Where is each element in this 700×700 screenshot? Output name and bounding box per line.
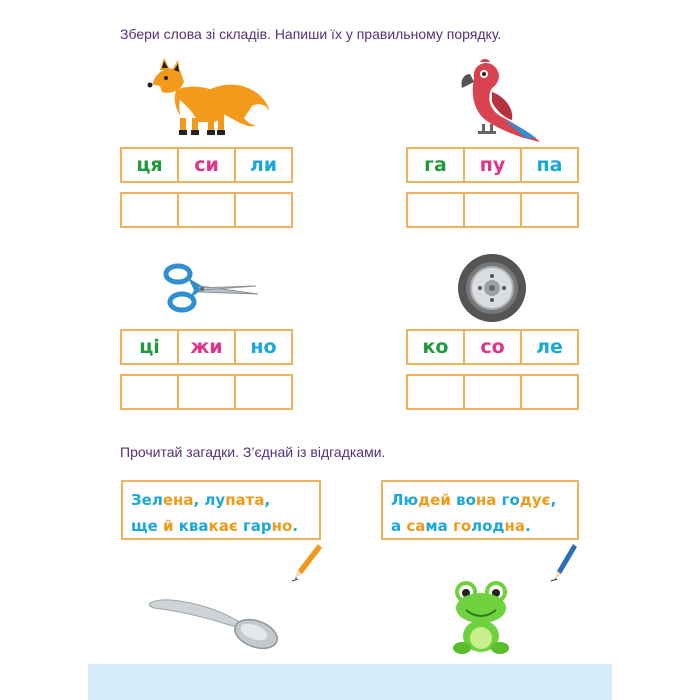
riddle-fragment: Зел — [131, 491, 163, 509]
footer-band — [88, 664, 612, 700]
riddle-fragment: дує — [519, 491, 551, 509]
spoon-picture[interactable] — [148, 594, 280, 652]
riddle-fragment: ма — [425, 517, 453, 535]
answer-cell[interactable] — [177, 192, 236, 228]
syllable-cell: со — [463, 329, 522, 365]
riddle-fragment: а — [391, 517, 407, 535]
riddle-fragment: . — [525, 517, 531, 535]
answer-boxes-scissors — [122, 376, 293, 414]
answer-cell[interactable] — [406, 192, 465, 228]
answer-cell[interactable] — [234, 374, 293, 410]
syllable-cell: ці — [120, 329, 179, 365]
riddle-fragment: го — [452, 517, 472, 535]
syllable-cell: га — [406, 147, 465, 183]
answer-cell[interactable] — [120, 192, 179, 228]
riddle-fragment: Лю — [391, 491, 419, 509]
syllable-cell: жи — [177, 329, 236, 365]
answer-cell[interactable] — [463, 192, 522, 228]
syllables-parrot — [408, 149, 579, 187]
riddle-fragment: ще — [131, 517, 163, 535]
riddle-fragment: лод — [471, 517, 505, 535]
riddle-fragment: , — [550, 491, 557, 509]
syllables-fox — [122, 149, 293, 187]
riddle-spoon — [381, 480, 579, 540]
riddle-frog — [121, 480, 321, 540]
syllable-cell: ця — [120, 147, 179, 183]
riddle-line — [131, 487, 311, 513]
riddle-fragment: на — [504, 517, 526, 535]
syllable-cell: ли — [234, 147, 293, 183]
riddle-line — [391, 487, 569, 513]
syllable-cell: си — [177, 147, 236, 183]
riddle-line — [391, 513, 569, 539]
syllables-wheel — [408, 331, 579, 369]
riddle-fragment: . — [292, 517, 299, 535]
answer-boxes-parrot — [408, 194, 579, 232]
riddle-fragment: ква — [178, 517, 209, 535]
riddle-fragment: , — [193, 491, 205, 509]
answer-cell[interactable] — [177, 374, 236, 410]
answer-boxes-wheel — [408, 376, 579, 414]
riddle-fragment: й — [162, 517, 179, 535]
riddle-line — [131, 513, 311, 539]
fox-picture — [140, 56, 275, 138]
pencil-blue-icon — [549, 542, 579, 582]
riddle-fragment: ена — [162, 491, 194, 509]
answer-cell[interactable] — [463, 374, 522, 410]
instruction-syllables: Збери слова зі складів. Напиши їх у правильному порядку. — [120, 26, 502, 42]
syllable-cell: но — [234, 329, 293, 365]
answer-cell[interactable] — [120, 374, 179, 410]
pencil-orange-icon — [292, 542, 322, 582]
riddle-fragment: пата — [225, 491, 265, 509]
riddle-fragment: кає — [208, 517, 243, 535]
frog-picture[interactable] — [452, 580, 510, 656]
syllable-cell: ле — [520, 329, 579, 365]
riddle-fragment: во — [456, 491, 476, 509]
scissors-picture — [160, 260, 260, 316]
syllables-scissors — [122, 331, 293, 369]
answer-cell[interactable] — [520, 192, 579, 228]
syllable-cell: ко — [406, 329, 465, 365]
riddle-fragment: са — [406, 517, 426, 535]
riddle-fragment: го — [501, 491, 520, 509]
riddle-fragment: , — [264, 491, 271, 509]
answer-cell[interactable] — [234, 192, 293, 228]
riddle-fragment: гар — [242, 517, 272, 535]
answer-cell[interactable] — [520, 374, 579, 410]
wheel-picture — [456, 252, 528, 324]
answer-boxes-fox — [122, 194, 293, 232]
syllable-cell: па — [520, 147, 579, 183]
riddle-fragment: лу — [204, 491, 226, 509]
riddle-fragment: но — [271, 517, 293, 535]
instruction-riddles: Прочитай загадки. З’єднай із відгадками. — [120, 444, 386, 460]
syllable-cell: пу — [463, 147, 522, 183]
riddle-fragment: на — [475, 491, 502, 509]
riddle-fragment: дей — [418, 491, 457, 509]
parrot-picture — [452, 58, 542, 144]
answer-cell[interactable] — [406, 374, 465, 410]
